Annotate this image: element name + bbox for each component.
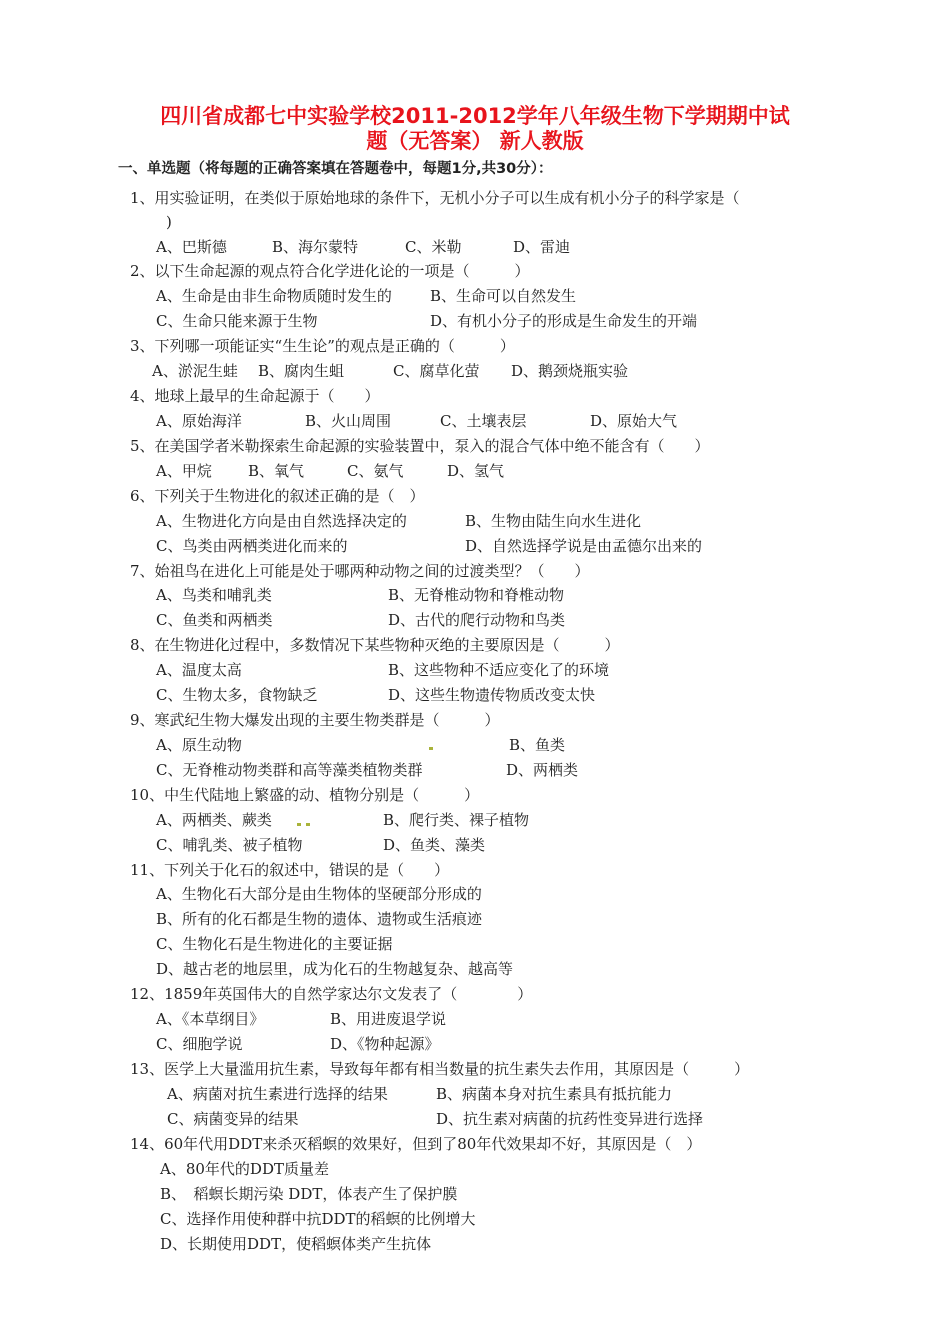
q12-option-a: A、《本草纲目》	[156, 1010, 265, 1028]
q7-option-b: B、无脊椎动物和脊椎动物	[388, 586, 565, 604]
q11-option-c: C、生物化石是生物进化的主要证据	[156, 935, 393, 953]
q8-option-b: B、这些物种不适应变化了的环境	[388, 661, 610, 679]
q10-option-d: D、鱼类、藻类	[383, 836, 486, 854]
q7-option-d: D、古代的爬行动物和鸟类	[388, 611, 566, 629]
q7-option-c: C、鱼类和两栖类	[156, 611, 273, 629]
question-13: 13、医学上大量滥用抗生素，导致每年都有相当数量的抗生素失去作用，其原因是（ ）	[130, 1060, 750, 1078]
q3-option-a: A、淤泥生蛙	[152, 362, 238, 380]
question-12: 12、1859年英国伟大的自然学家达尔文发表了（ ）	[130, 985, 533, 1003]
q11-option-d: D、越古老的地层里，成为化石的生物越复杂、越高等	[156, 960, 514, 978]
stray-mark	[306, 823, 310, 826]
q4-option-c: C、土壤表层	[440, 412, 527, 430]
q14-option-d: D、长期使用DDT，使稻螟体类产生抗体	[160, 1235, 432, 1253]
question-7: 7、始祖鸟在进化上可能是处于哪两种动物之间的过渡类型？（ ）	[130, 562, 590, 580]
q5-option-a: A、甲烷	[156, 462, 212, 480]
question-9: 9、寒武纪生物大爆发出现的主要生物类群是（ ）	[130, 711, 500, 729]
q1-option-c: C、米勒	[405, 238, 462, 256]
q12-option-d: D、《物种起源》	[330, 1035, 440, 1053]
q6-option-d: D、自然选择学说是由孟德尔出来的	[465, 537, 703, 555]
q13-option-c: C、病菌变异的结果	[167, 1110, 299, 1128]
q13-option-b: B、病菌本身对抗生素具有抵抗能力	[436, 1085, 673, 1103]
q3-option-c: C、腐草化萤	[393, 362, 480, 380]
q8-option-d: D、这些生物遗传物质改变太快	[388, 686, 596, 704]
q13-option-d: D、抗生素对病菌的抗药性变异进行选择	[436, 1110, 704, 1128]
q7-option-a: A、鸟类和哺乳类	[156, 586, 272, 604]
q6-option-a: A、生物进化方向是由自然选择决定的	[156, 512, 407, 530]
question-3: 3、下列哪一项能证实“生生论”的观点是正确的（ ）	[130, 337, 515, 355]
q3-option-d: D、鹅颈烧瓶实验	[511, 362, 629, 380]
q4-option-a: A、原始海洋	[156, 412, 242, 430]
q2-option-b: B、生命可以自然发生	[430, 287, 577, 305]
stray-mark	[297, 823, 301, 826]
q9-option-a: A、原生动物	[156, 736, 242, 754]
q12-option-c: C、细胞学说	[156, 1035, 243, 1053]
q1-option-b: B、海尔蒙特	[272, 238, 359, 256]
q14-option-a: A、80年代的DDT质量差	[160, 1160, 329, 1178]
q2-option-c: C、生命只能来源于生物	[156, 312, 318, 330]
question-10: 10、中生代陆地上繁盛的动、植物分别是（ ）	[130, 786, 480, 804]
section-heading: 一、单选题（将每题的正确答案填在答题卷中，每题1分,共30分）：	[118, 161, 553, 177]
question-8: 8、在生物进化过程中，多数情况下某些物种灭绝的主要原因是（ ）	[130, 636, 620, 654]
q9-option-b: B、鱼类	[509, 736, 566, 754]
question-6: 6、下列关于生物进化的叙述正确的是（ ）	[130, 487, 425, 505]
stray-mark	[429, 747, 433, 750]
question-11: 11、下列关于化石的叙述中，错误的是（ ）	[130, 861, 450, 879]
q1-option-d: D、雷迪	[513, 238, 571, 256]
question-5: 5、在美国学者米勒探索生命起源的实验装置中，泵入的混合气体中绝不能含有（ ）	[130, 437, 710, 455]
q8-option-a: A、温度太高	[156, 661, 242, 679]
q12-option-b: B、用进废退学说	[330, 1010, 447, 1028]
q1-option-a: A、巴斯德	[156, 238, 227, 256]
q8-option-c: C、生物太多，食物缺乏	[156, 686, 318, 704]
q4-option-b: B、火山周围	[305, 412, 392, 430]
q5-option-d: D、氢气	[447, 462, 505, 480]
q14-option-b: B、 稻螟长期污染 DDT，体表产生了保护膜	[160, 1185, 458, 1203]
q11-option-b: B、所有的化石都是生物的遗体、遗物或生活痕迹	[156, 910, 483, 928]
q2-option-d: D、有机小分子的形成是生命发生的开端	[430, 312, 698, 330]
q3-option-b: B、腐肉生蛆	[258, 362, 345, 380]
q10-option-b: B、爬行类、裸子植物	[383, 811, 530, 829]
q14-option-c: C、选择作用使种群中抗DDT的稻螟的比例增大	[160, 1210, 476, 1228]
q13-option-a: A、病菌对抗生素进行选择的结果	[167, 1085, 388, 1103]
q10-option-c: C、哺乳类、被子植物	[156, 836, 303, 854]
q5-option-b: B、氧气	[248, 462, 305, 480]
document-title-line-1: 四川省成都七中实验学校2011-2012学年八年级生物下学期期中试	[160, 104, 790, 128]
q6-option-c: C、鸟类由两栖类进化而来的	[156, 537, 348, 555]
q9-option-c: C、无脊椎动物类群和高等藻类植物类群	[156, 761, 423, 779]
question-2: 2、以下生命起源的观点符合化学进化论的一项是（ ）	[130, 262, 530, 280]
question-1: 1、用实验证明，在类似于原始地球的条件下，无机小分子可以生成有机小分子的科学家是（	[130, 189, 740, 207]
q10-option-a: A、两栖类、蕨类	[156, 811, 272, 829]
question-14: 14、60年代用DDT来杀灭稻螟的效果好，但到了80年代效果却不好，其原因是（ ）	[130, 1135, 702, 1153]
question-4: 4、地球上最早的生命起源于（ ）	[130, 387, 380, 405]
document-title-line-2: 题（无答案） 新人教版	[366, 129, 584, 153]
q5-option-c: C、氨气	[347, 462, 404, 480]
q2-option-a: A、生命是由非生命物质随时发生的	[156, 287, 392, 305]
q4-option-d: D、原始大气	[590, 412, 678, 430]
question-1-continuation: )	[166, 213, 172, 231]
q9-option-d: D、两栖类	[506, 761, 579, 779]
q6-option-b: B、生物由陆生向水生进化	[465, 512, 642, 530]
q11-option-a: A、生物化石大部分是由生物体的坚硬部分形成的	[156, 885, 482, 903]
